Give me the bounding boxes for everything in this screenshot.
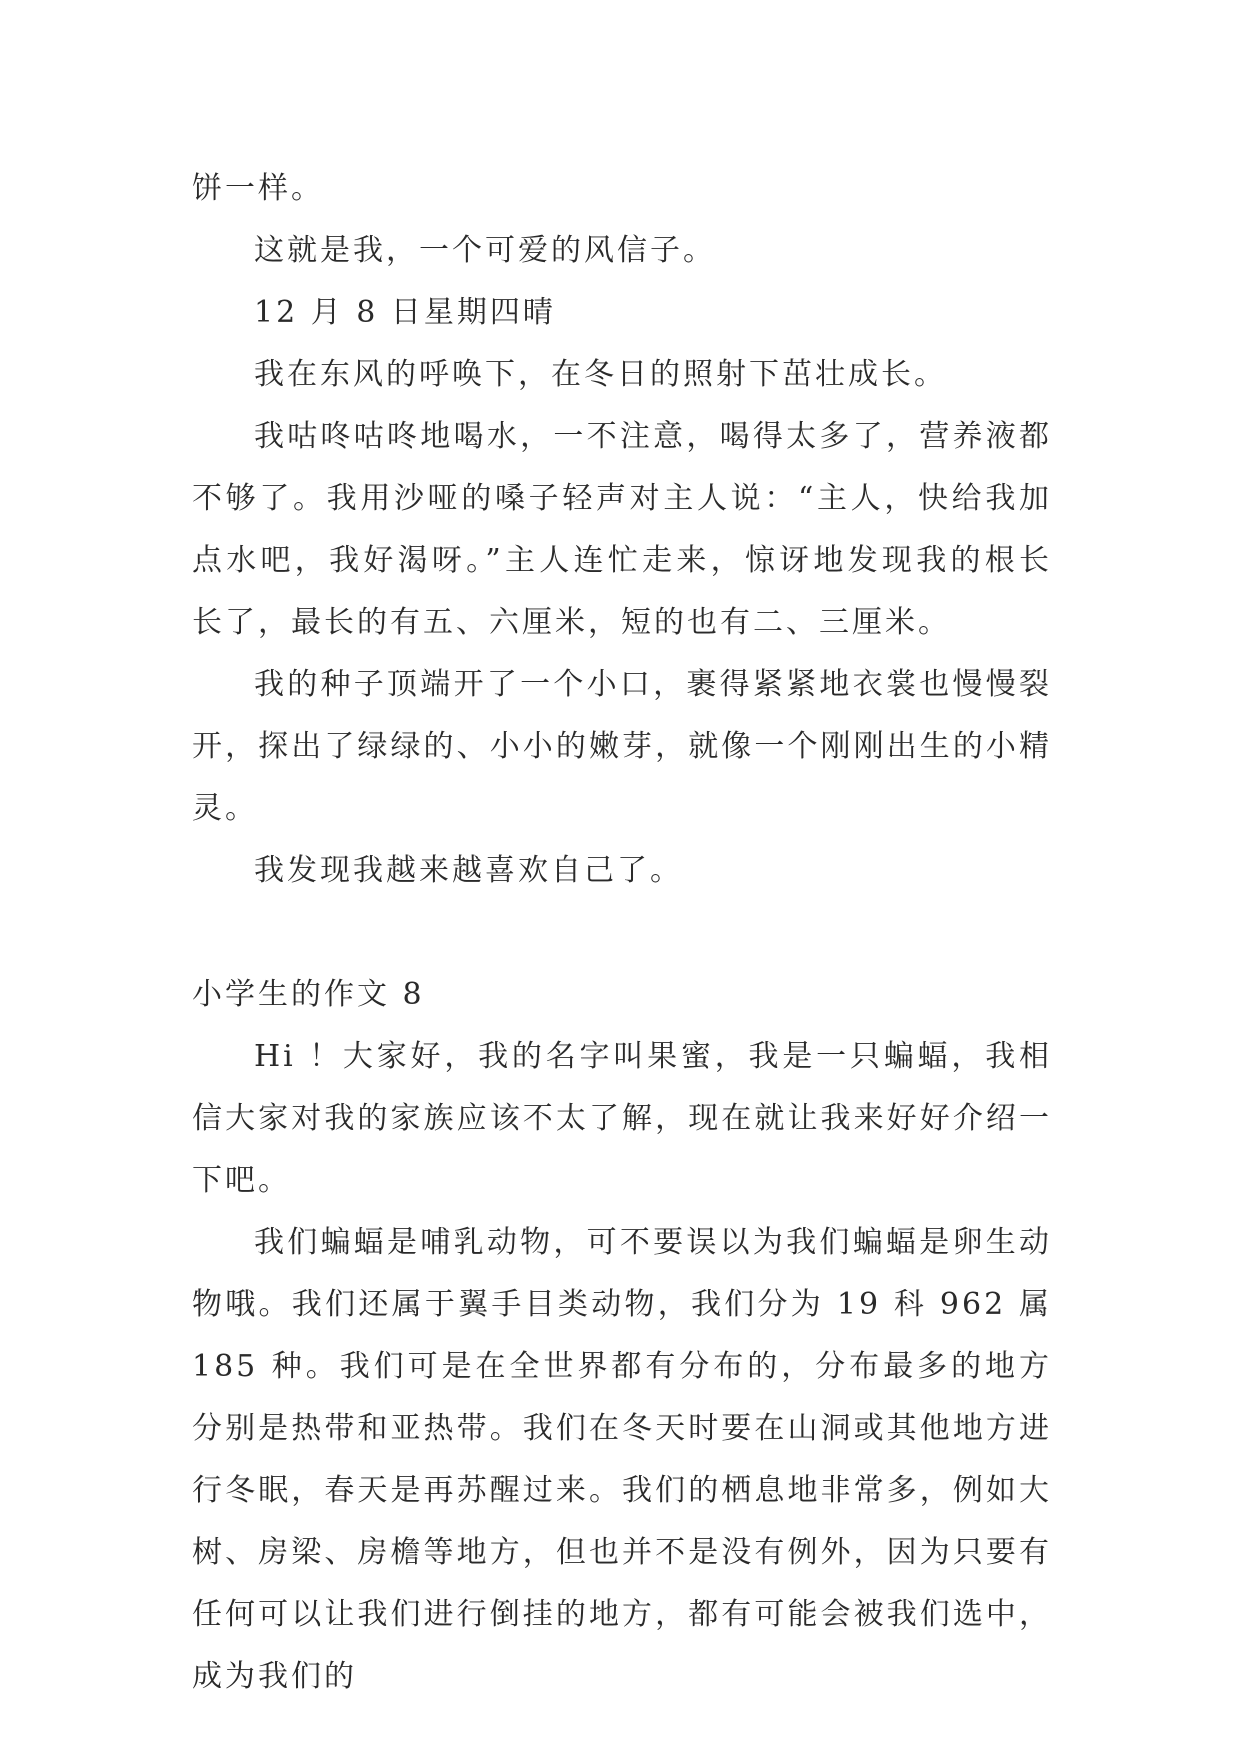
paragraph: Hi ！大家好，我的名字叫果蜜，我是一只蝙蝠，我相信大家对我的家族应该不太了解，现在就让我来好好介绍一下吧。 [192, 1039, 1052, 1198]
paragraph: 12 月 8 日星期四晴 [254, 295, 556, 330]
paragraph: 我咕咚咕咚地喝水，一不注意，喝得太多了，营养液都不够了。我用沙哑的嗓子轻声对主人说：“主人，快给我加点水吧，我好渴呀。”主人连忙走来，惊讶地发现我的根长长了，最长的有五、六厘米，短的也有二、三厘米。 [192, 419, 1052, 640]
paragraph: 我们蝙蝠是哺乳动物，可不要误以为我们蝙蝠是卵生动物哦。我们还属于翼手目类动物，我们分为 19 科 962 属 185 种。我们可是在全世界都有分布的，分布最多的地方分别是热带和亚热带。我们在冬天时要在山洞或其他地方进行冬眠，春天是再苏醒过来。我们的栖息地非常多，例如大树、房梁、房檐等地方，但也并不是没有例外，因为只要有任何可以让我们进行倒挂的地方，都有可能会被我们选中，成为我们的 [192, 1225, 1052, 1694]
section-gap [192, 902, 1052, 964]
paragraph: 我发现我越来越喜欢自己了。 [254, 853, 683, 888]
document-body [192, 158, 1052, 1708]
paragraph: 饼一样。 [192, 171, 324, 206]
paragraph: 这就是我，一个可爱的风信子。 [254, 233, 716, 268]
paragraph: 我的种子顶端开了一个小口，裹得紧紧地衣裳也慢慢裂开，探出了绿绿的、小小的嫩芽，就像一个刚刚出生的小精灵。 [192, 667, 1052, 826]
section-title: 小学生的作文 8 [192, 977, 425, 1012]
paragraph: 我在东风的呼唤下，在冬日的照射下茁壮成长。 [254, 357, 947, 392]
